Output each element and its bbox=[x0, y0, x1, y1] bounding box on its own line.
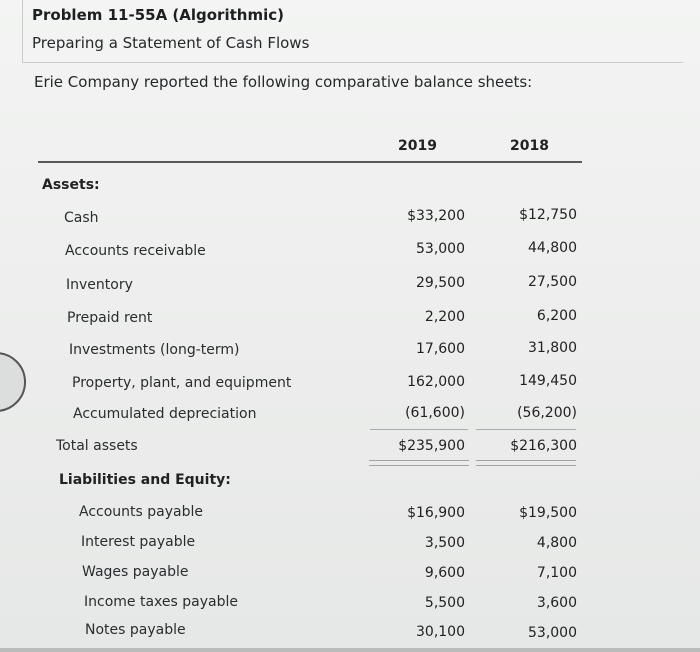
total-double-rule-2018 bbox=[476, 460, 576, 466]
total-assets-2018: $216,300 bbox=[510, 438, 577, 454]
problem-intro: Erie Company reported the following comparative balance sheets: bbox=[34, 73, 533, 91]
interest-payable-2018: 4,800 bbox=[536, 535, 577, 551]
investments-2019: 17,600 bbox=[416, 341, 465, 357]
row-label-inventory: Inventory bbox=[66, 277, 133, 293]
accounts-payable-2019: $16,900 bbox=[407, 505, 465, 521]
row-label-accounts-payable: Accounts payable bbox=[79, 504, 203, 520]
row-label-notes-payable: Notes payable bbox=[85, 622, 186, 638]
interest-payable-2019: 3,500 bbox=[424, 535, 465, 551]
accounts-receivable-2018: 44,800 bbox=[528, 240, 577, 256]
row-label-prepaid-rent: Prepaid rent bbox=[67, 310, 153, 326]
row-label-interest-payable: Interest payable bbox=[81, 534, 196, 550]
prepaid-rent-2019: 2,200 bbox=[424, 309, 465, 325]
investments-2018: 31,800 bbox=[528, 340, 577, 356]
accounts-receivable-2019: 53,000 bbox=[416, 241, 465, 257]
notes-payable-2019: 30,100 bbox=[416, 624, 465, 640]
row-label-accumulated-depreciation: Accumulated depreciation bbox=[73, 406, 257, 422]
problem-title: Problem 11-55A (Algorithmic) bbox=[32, 6, 284, 24]
wages-payable-2018: 7,100 bbox=[536, 565, 577, 581]
row-label-accounts-receivable: Accounts receivable bbox=[65, 243, 206, 259]
subtotal-rule-2018 bbox=[476, 429, 576, 430]
column-header-2019: 2019 bbox=[398, 138, 437, 154]
liabilities-heading: Liabilities and Equity: bbox=[59, 472, 231, 488]
income-taxes-payable-2018: 3,600 bbox=[536, 595, 577, 611]
accounts-payable-2018: $19,500 bbox=[519, 505, 577, 521]
cash-2019: $33,200 bbox=[407, 208, 465, 224]
row-label-investments: Investments (long-term) bbox=[69, 342, 240, 358]
accumulated-depreciation-2018: (56,200) bbox=[517, 405, 577, 421]
subtotal-rule-2019 bbox=[370, 429, 468, 430]
ppe-2019: 162,000 bbox=[407, 374, 465, 390]
row-label-ppe: Property, plant, and equipment bbox=[72, 375, 292, 391]
wages-payable-2019: 9,600 bbox=[424, 565, 465, 581]
assets-heading: Assets: bbox=[42, 177, 100, 193]
problem-subtitle: Preparing a Statement of Cash Flows bbox=[32, 34, 310, 52]
inventory-2018: 27,500 bbox=[528, 274, 577, 290]
prepaid-rent-2018: 6,200 bbox=[536, 308, 577, 324]
row-label-total-assets: Total assets bbox=[56, 438, 138, 454]
side-circle-icon bbox=[0, 352, 26, 412]
column-header-2018: 2018 bbox=[510, 138, 549, 154]
income-taxes-payable-2019: 5,500 bbox=[424, 595, 465, 611]
accumulated-depreciation-2019: (61,600) bbox=[405, 405, 465, 421]
total-assets-2019: $235,900 bbox=[398, 438, 465, 454]
ppe-2018: 149,450 bbox=[519, 373, 577, 389]
cash-2018: $12,750 bbox=[519, 207, 577, 223]
row-label-income-taxes-payable: Income taxes payable bbox=[84, 594, 238, 610]
row-label-cash: Cash bbox=[64, 210, 99, 226]
header-rule bbox=[38, 161, 582, 163]
row-label-wages-payable: Wages payable bbox=[82, 564, 189, 580]
notes-payable-2018: 53,000 bbox=[528, 625, 577, 641]
bottom-edge bbox=[0, 648, 700, 652]
inventory-2019: 29,500 bbox=[416, 275, 465, 291]
total-double-rule-2019 bbox=[369, 460, 469, 466]
